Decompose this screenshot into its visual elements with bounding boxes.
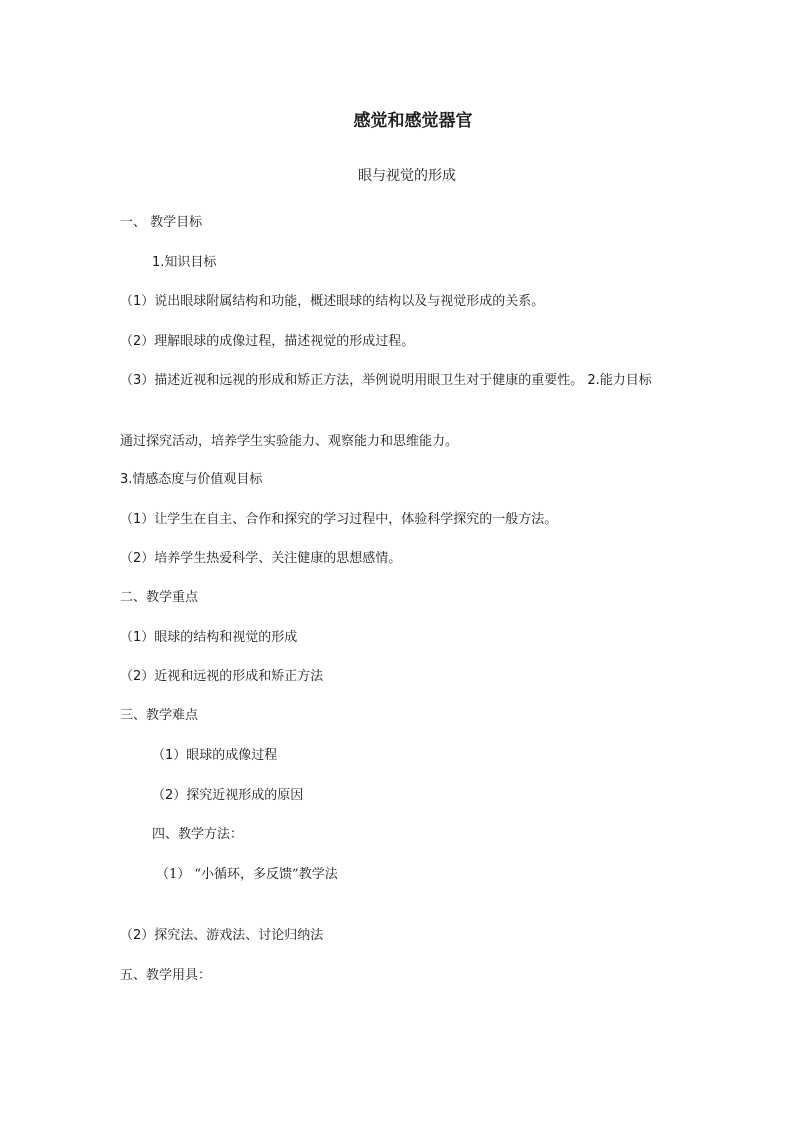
section-heading-tools: 五、教学用具： xyxy=(120,968,212,983)
paragraph-line: （2）理解眼球的成像过程，描述视觉的形成过程。 xyxy=(120,334,415,349)
paragraph-line: （1）眼球的成像过程 xyxy=(152,748,278,763)
paragraph-line: （2）近视和远视的形成和矫正方法 xyxy=(120,669,324,684)
paragraph-line: （1）让学生在自主、合作和探究的学习过程中，体验科学探究的一般方法。 xyxy=(120,512,558,527)
paragraph-line: （1） “小循环，多反馈”教学法 xyxy=(156,867,338,882)
section-heading-methods: 四、教学方法： xyxy=(152,827,244,842)
subsection-knowledge: 1.知识目标 xyxy=(152,255,217,270)
paragraph-line: （2）探究法、游戏法、讨论归纳法 xyxy=(120,928,324,943)
paragraph-line: 通过探究活动，培养学生实验能力、观察能力和思维能力。 xyxy=(120,434,459,449)
page-title: 感觉和感觉器官 xyxy=(353,111,473,131)
section-heading-difficulties: 三、教学难点 xyxy=(120,708,199,723)
paragraph-line: （2）培养学生热爱科学、关注健康的思想感情。 xyxy=(120,551,402,566)
paragraph-line: （3）描述近视和远视的形成和矫正方法，举例说明用眼卫生对于健康的重要性。 2.能力目标 xyxy=(120,373,652,388)
section-heading-objectives: 一、 教学目标 xyxy=(120,215,203,230)
paragraph-line: （1）眼球的结构和视觉的形成 xyxy=(120,630,298,645)
subsection-attitude: 3.情感态度与价值观目标 xyxy=(120,472,263,487)
section-heading-key-points: 二、教学重点 xyxy=(120,590,199,605)
paragraph-line: （1）说出眼球附属结构和功能，概述眼球的结构以及与视觉形成的关系。 xyxy=(120,294,545,309)
page-subtitle: 眼与视觉的形成 xyxy=(358,168,456,184)
paragraph-line: （2）探究近视形成的原因 xyxy=(152,788,304,803)
